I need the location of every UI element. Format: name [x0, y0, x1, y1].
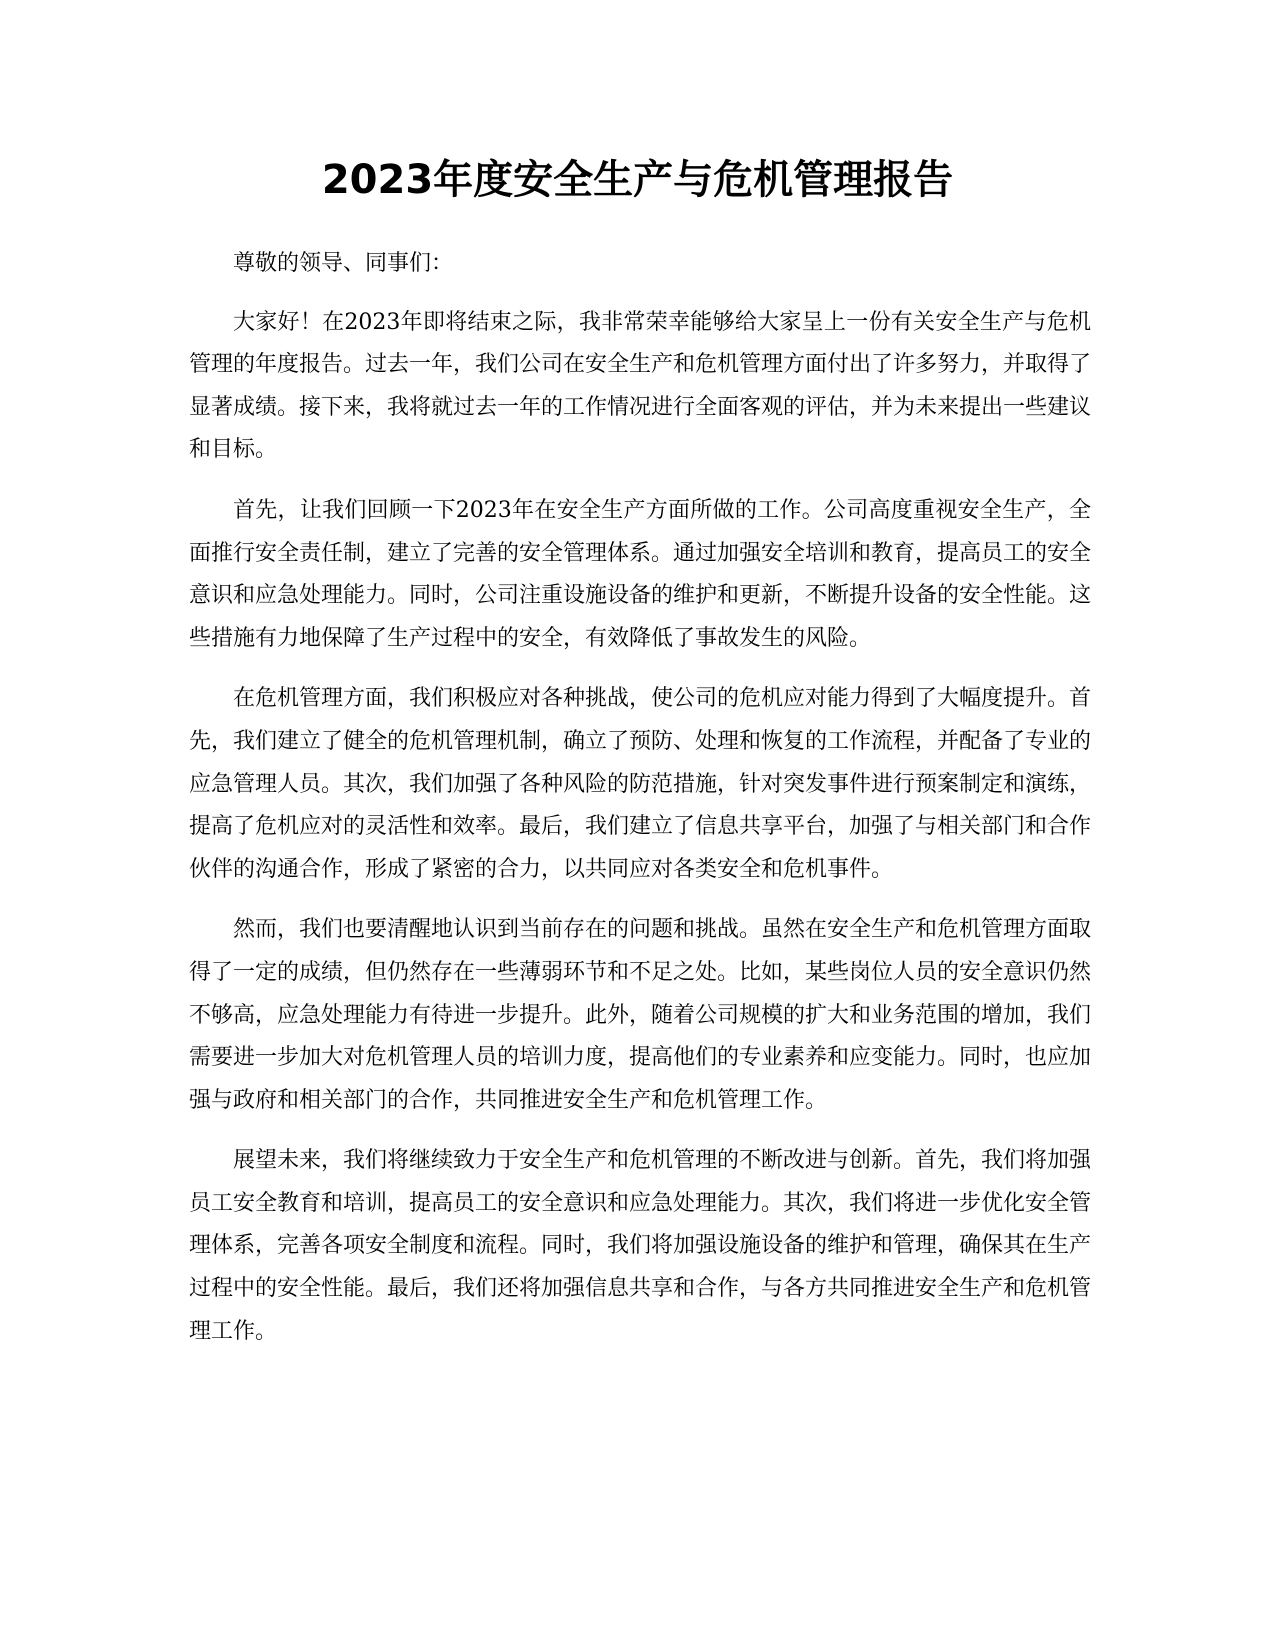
outlook-paragraph: 展望未来，我们将继续致力于安全生产和危机管理的不断改进与创新。首先，我们将加强员工安全教育和培训，提高员工的安全意识和应急处理能力。其次，我们将进一步优化安全管理体系，完善各项安全制度和流程。同时，我们将加强设施设备的维护和管理，确保其在生产过程中的安全性能。最后，我们还将加强信息共享和合作，与各方共同推进安全生产和危机管理工作。	[189, 1148, 1092, 1344]
document-body	[189, 243, 1091, 1371]
intro-paragraph: 大家好！在2023年即将结束之际，我非常荣幸能够给大家呈上一份有关安全生产与危机管理的年度报告。过去一年，我们公司在安全生产和危机管理方面付出了许多努力，并取得了显著成绩。接下来，我将就过去一年的工作情况进行全面客观的评估，并为未来提出一些建议和目标。	[189, 309, 1092, 463]
salutation-paragraph: 尊敬的领导、同事们：	[233, 251, 454, 276]
safety-review-paragraph: 首先，让我们回顾一下2023年在安全生产方面所做的工作。公司高度重视安全生产，全面推行安全责任制，建立了完善的安全管理体系。通过加强安全培训和教育，提高员工的安全意识和应急处理能力。同时，公司注重设施设备的维护和更新，不断提升设备的安全性能。这些措施有力地保障了生产过程中的安全，有效降低了事故发生的风险。	[189, 497, 1092, 651]
document-title: 2023年度安全生产与危机管理报告	[321, 157, 954, 203]
crisis-management-paragraph: 在危机管理方面，我们积极应对各种挑战，使公司的危机应对能力得到了大幅度提升。首先，我们建立了健全的危机管理机制，确立了预防、处理和恢复的工作流程，并配备了专业的应急管理人员。其次，我们加强了各种风险的防范措施，针对突发事件进行预案制定和演练，提高了危机应对的灵活性和效率。最后，我们建立了信息共享平台，加强了与相关部门和合作伙伴的沟通合作，形成了紧密的合力，以共同应对各类安全和危机事件。	[189, 686, 1092, 882]
problems-paragraph: 然而，我们也要清醒地认识到当前存在的问题和挑战。虽然在安全生产和危机管理方面取得了一定的成绩，但仍然存在一些薄弱环节和不足之处。比如，某些岗位人员的安全意识仍然不够高，应急处理能力有待进一步提升。此外，随着公司规模的扩大和业务范围的增加，我们需要进一步加大对危机管理人员的培训力度，提高他们的专业素养和应变能力。同时，也应加强与政府和相关部门的合作，共同推进安全生产和危机管理工作。	[189, 917, 1092, 1113]
